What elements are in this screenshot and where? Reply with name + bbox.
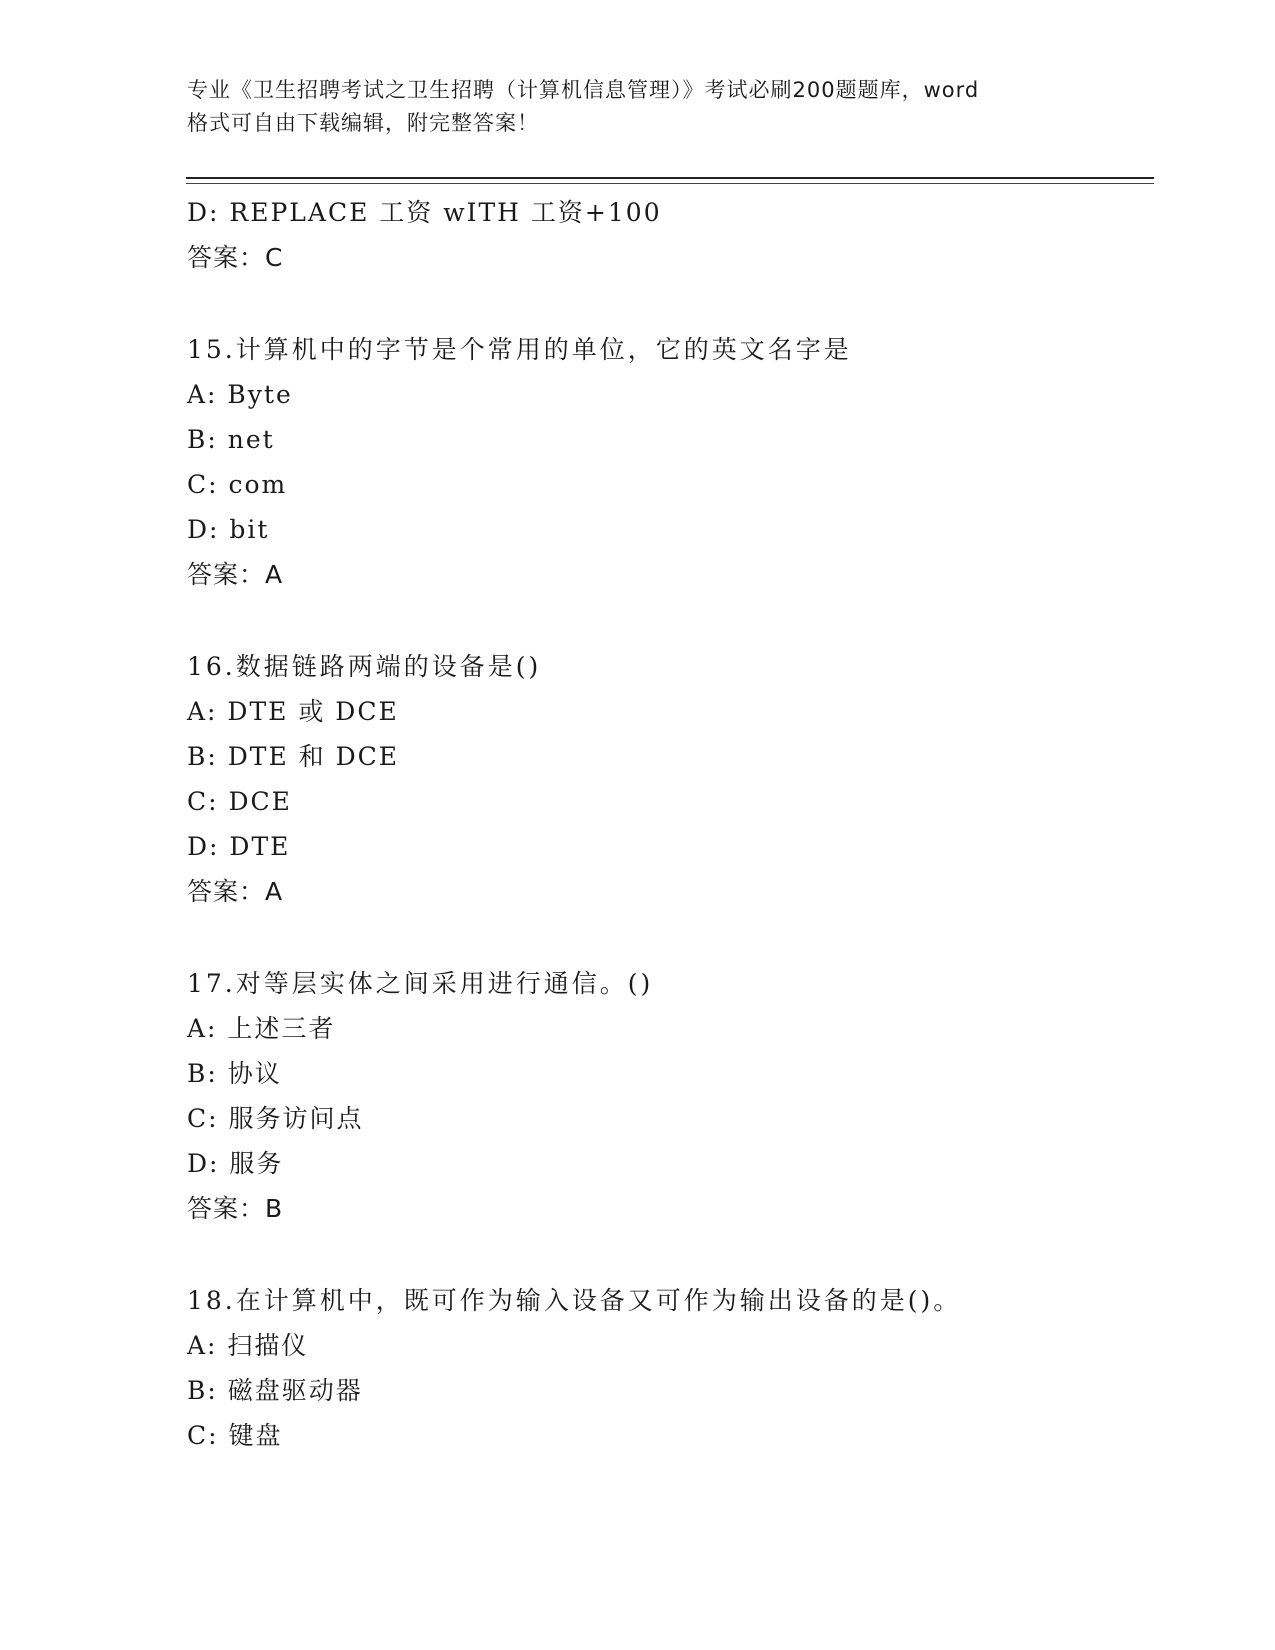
- answer-line: 答案：B: [187, 1194, 284, 1223]
- answer-line: 答案：A: [187, 560, 284, 589]
- option-d: D: bit: [187, 515, 270, 544]
- question-stem: 17.对等层实体之间采用进行通信。(): [187, 969, 654, 998]
- option-b: B: 协议: [187, 1059, 282, 1088]
- question-stem: 15.计算机中的字节是个常用的单位，它的英文名字是: [187, 335, 852, 364]
- option-a: A: DTE 或 DCE: [187, 697, 399, 726]
- header-divider-thin: [186, 183, 1154, 184]
- option-a: A: 上述三者: [187, 1014, 336, 1043]
- option-c: C: 键盘: [187, 1421, 283, 1450]
- header-line-1: 专业《卫生招聘考试之卫生招聘（计算机信息管理）》考试必刷200题题库，word: [187, 78, 980, 102]
- question-18: [187, 1278, 1147, 1458]
- option-b: B: 磁盘驱动器: [187, 1376, 363, 1405]
- option-b: B: net: [187, 425, 275, 454]
- option-d: D: 服务: [187, 1149, 284, 1178]
- answer-line: 答案：C: [187, 243, 284, 272]
- header-line-2: 格式可自由下载编辑，附完整答案！: [187, 111, 539, 135]
- question-15: [187, 327, 1147, 597]
- option-a: A: 扫描仪: [187, 1331, 309, 1360]
- question-16: [187, 644, 1147, 914]
- question-17: [187, 961, 1147, 1231]
- option-c: C: 服务访问点: [187, 1104, 364, 1133]
- option-c: C: DCE: [187, 787, 292, 816]
- question-stem: 18.在计算机中，既可作为输入设备又可作为输出设备的是()。: [187, 1286, 962, 1315]
- option-d: D: REPLACE 工资 wITH 工资+100: [187, 198, 662, 227]
- option-d: D: DTE: [187, 832, 291, 861]
- document-header: [187, 74, 1107, 140]
- question-stem: 16.数据链路两端的设备是(): [187, 652, 542, 681]
- option-a: A: Byte: [187, 380, 293, 409]
- question-list: [187, 190, 1147, 1458]
- option-c: C: com: [187, 470, 288, 499]
- option-b: B: DTE 和 DCE: [187, 742, 400, 771]
- previous-question-tail: [187, 190, 1147, 280]
- header-divider-thick: [186, 177, 1154, 179]
- answer-line: 答案：A: [187, 877, 284, 906]
